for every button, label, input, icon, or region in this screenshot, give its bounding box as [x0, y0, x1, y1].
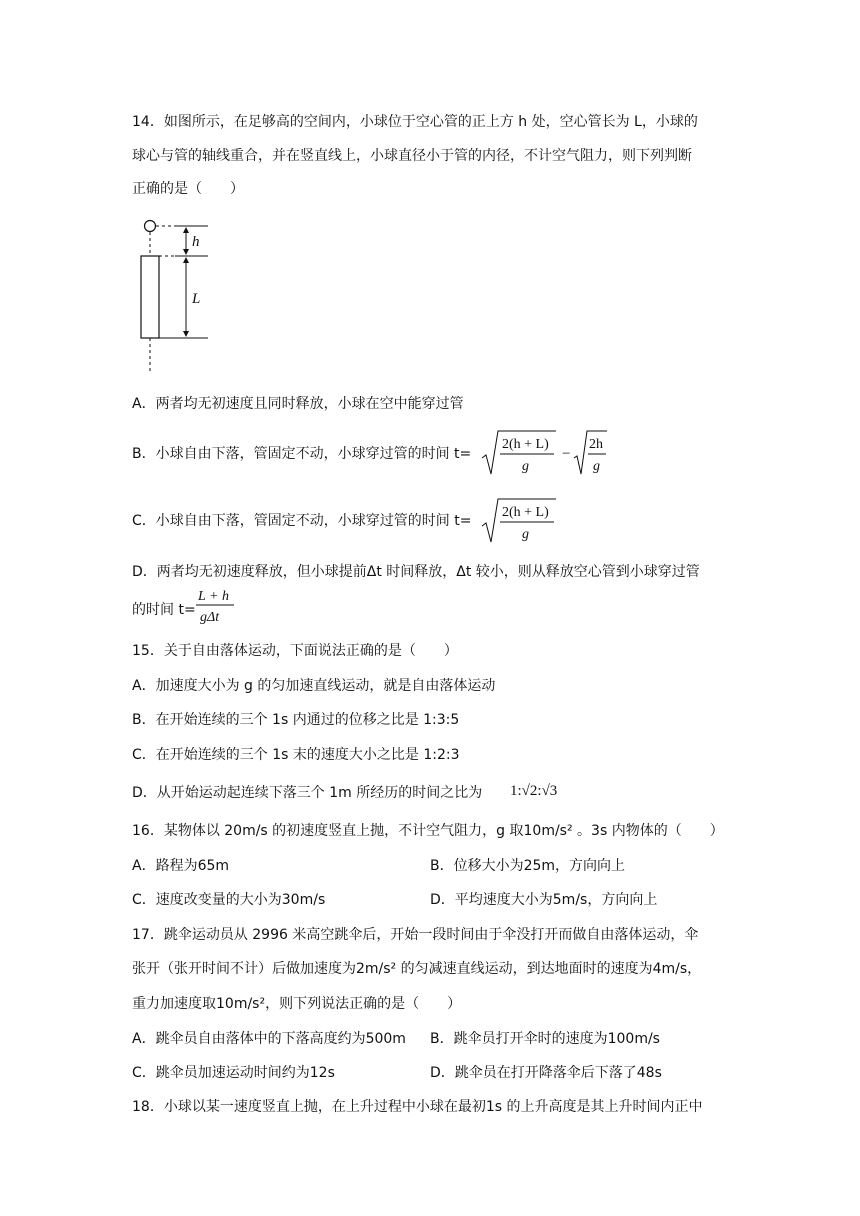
- q17-stem-line-2: 张开（张开时间不计）后做加速度为2m/s² 的匀减速直线运动，到达地面时的速度为4m/s，: [132, 961, 702, 977]
- q14-stem-line-2: 球心与管的轴线重合，并在竖直线上，小球直径小于管的内径，不计空气阻力，则下列判断: [132, 148, 692, 164]
- q18-stem-line-1: 18．小球以某一速度竖直上抛，在上升过程中小球在最初1s 的上升高度是其上升时间内正中: [132, 1099, 703, 1115]
- q14-option-c-text: C．小球自由下落，管固定不动，小球穿过管的时间 t=: [132, 513, 472, 529]
- q17-option-a: A．跳伞员自由落体中的下落高度约为500m: [132, 1031, 406, 1047]
- q14-option-a: A．两者均无初速度且同时释放，小球在空中能穿过管: [132, 396, 464, 412]
- q16-option-b: B．位移大小为25m，方向向上: [430, 858, 626, 874]
- hollow-tube: [141, 256, 159, 338]
- option-c-numerator: 2(h + L): [502, 505, 549, 520]
- q17-option-d: D．跳伞员在打开降落伞后下落了48s: [430, 1065, 662, 1081]
- option-b-numerator-2: 2h: [589, 437, 603, 452]
- q17-stem-line-3: 重力加速度取10m/s²，则下列说法正确的是（ ）: [132, 996, 462, 1012]
- q15-option-a: A．加速度大小为 g 的匀加速直线运动，就是自由落体运动: [132, 678, 496, 694]
- label-L: L: [192, 291, 201, 307]
- q15-option-c: C．在开始连续的三个 1s 末的速度大小之比是 1:2:3: [132, 747, 460, 763]
- option-b-minus: −: [562, 446, 571, 462]
- q14-option-b-text: B．小球自由下落，管固定不动，小球穿过管的时间 t=: [132, 446, 472, 462]
- q16-stem: 16．某物体以 20m/s 的初速度竖直上抛，不计空气阻力，g 取10m/s² 。3s 内物体的（ ）: [132, 823, 724, 839]
- q14-stem-line-3: 正确的是（ ）: [132, 181, 244, 197]
- q17-stem-line-1: 17．跳伞运动员从 2996 米高空跳伞后，开始一段时间由于伞没打开而做自由落体运动，伞: [132, 927, 699, 943]
- q14-option-d-formula: [194, 584, 244, 628]
- q15-option-d-ratio: 1:√2:√3: [510, 783, 558, 799]
- q16-option-c: C．速度改变量的大小为30m/s: [132, 892, 326, 908]
- q17-option-c: C．跳伞员加速运动时间约为12s: [132, 1065, 335, 1081]
- q16-option-a: A．路程为65m: [132, 858, 230, 874]
- q14-option-b-formula: [480, 428, 610, 478]
- ball-tube-figure: [130, 214, 220, 374]
- option-d-denominator: gΔt: [200, 610, 220, 625]
- q15-option-b: B．在开始连续的三个 1s 内通过的位移之比是 1:3:5: [132, 712, 460, 728]
- option-c-denominator: g: [522, 527, 529, 542]
- q14-option-d-line-2: 的时间 t=: [132, 602, 196, 618]
- q14-option-c-formula: [480, 496, 570, 546]
- option-b-denominator-2: g: [593, 459, 600, 474]
- q14-option-d-line-1: D．两者均无初速度释放，但小球提前Δt 时间释放，Δt 较小，则从释放空心管到小球穿过管: [132, 564, 700, 580]
- ball: [145, 221, 156, 232]
- q15-stem: 15．关于自由落体运动，下面说法正确的是（ ）: [132, 643, 458, 659]
- q14-stem-line-1: 14．如图所示，在足够高的空间内，小球位于空心管的正上方 h 处，空心管长为 L，小球的: [132, 114, 698, 130]
- q15-option-d-text: D．从开始运动起连续下落三个 1m 所经历的时间之比为: [132, 785, 483, 801]
- option-b-denominator-1: g: [522, 459, 529, 474]
- option-b-numerator-1: 2(h + L): [502, 437, 549, 452]
- q17-option-b: B．跳伞员打开伞时的速度为100m/s: [430, 1031, 660, 1047]
- q16-option-d: D．平均速度大小为5m/s，方向向上: [430, 892, 658, 908]
- option-d-numerator: L + h: [198, 589, 229, 604]
- label-h: h: [192, 234, 200, 250]
